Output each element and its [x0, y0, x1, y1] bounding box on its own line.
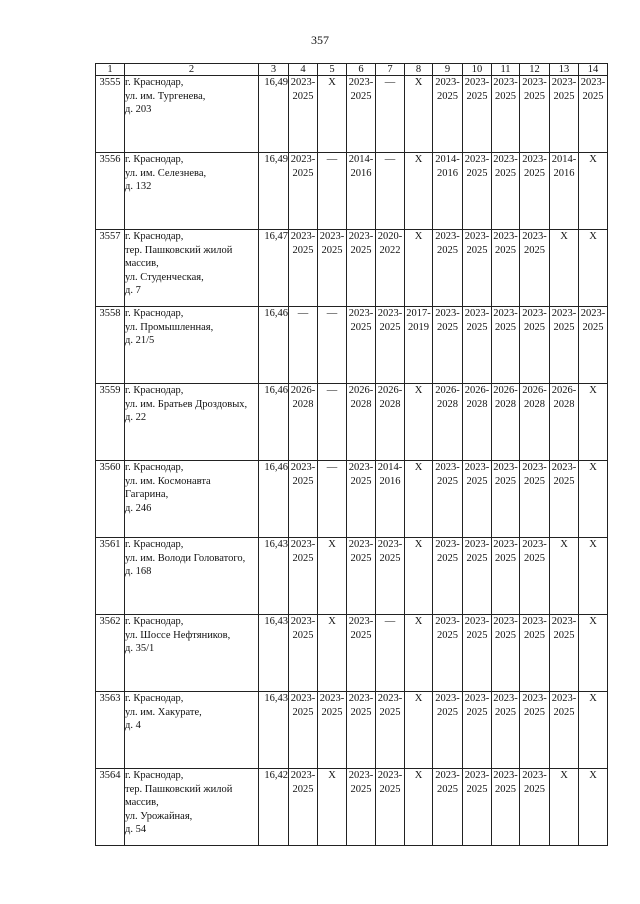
year-cell: 2023- 2025	[520, 230, 550, 307]
year-cell: 2023- 2025	[433, 461, 463, 538]
table-row	[96, 615, 608, 692]
address-line: ул. Студенческая,	[125, 271, 204, 283]
column-header: 11	[492, 64, 520, 76]
address-cell	[125, 76, 259, 153]
year-cell: 2023- 2025	[550, 461, 579, 538]
table-row	[96, 307, 608, 384]
address-cell	[125, 769, 259, 846]
table-row	[96, 230, 608, 307]
value-cell: 16,42	[259, 769, 289, 846]
year-cell: 2023- 2025	[520, 692, 550, 769]
year-cell: 2014- 2016	[376, 461, 405, 538]
address-cell	[125, 615, 259, 692]
year-cell: X	[405, 538, 433, 615]
row-number: 3561	[96, 538, 125, 615]
year-cell: X	[405, 769, 433, 846]
column-header: 1	[96, 64, 125, 76]
year-cell: X	[318, 538, 347, 615]
year-cell: 2023- 2025	[463, 538, 492, 615]
year-cell: X	[405, 384, 433, 461]
address-line: г. Краснодар,	[125, 77, 184, 88]
address-line: г. Краснодар,	[125, 231, 184, 242]
year-cell: —	[376, 76, 405, 153]
value-cell: 16,43	[259, 615, 289, 692]
address-cell	[125, 307, 259, 384]
address-cell	[125, 230, 259, 307]
year-cell: 2023- 2025	[463, 307, 492, 384]
year-cell: 2023- 2025	[433, 538, 463, 615]
year-cell: 2026- 2028	[347, 384, 376, 461]
year-cell: X	[405, 153, 433, 230]
year-cell: 2023- 2025	[492, 76, 520, 153]
year-cell: 2023- 2025	[433, 615, 463, 692]
value-cell: 16,43	[259, 692, 289, 769]
address-line: д. 4	[125, 720, 141, 731]
year-cell: X	[318, 76, 347, 153]
row-number: 3564	[96, 769, 125, 846]
year-cell: X	[405, 615, 433, 692]
year-cell: 2023- 2025	[289, 615, 318, 692]
value-cell: 16,46	[259, 384, 289, 461]
address-line: д. 203	[125, 104, 152, 115]
row-number: 3563	[96, 692, 125, 769]
value-cell: 16,43	[259, 538, 289, 615]
column-header: 9	[433, 64, 463, 76]
year-cell: X	[318, 615, 347, 692]
value-cell: 16,46	[259, 461, 289, 538]
column-header: 3	[259, 64, 289, 76]
data-table	[95, 63, 608, 846]
year-cell: —	[376, 615, 405, 692]
table-row	[96, 461, 608, 538]
address-line: д. 132	[125, 181, 152, 192]
year-cell: X	[579, 692, 608, 769]
year-cell: —	[318, 461, 347, 538]
value-cell: 16,47	[259, 230, 289, 307]
year-cell: 2023- 2025	[463, 692, 492, 769]
year-cell: 2023- 2025	[520, 307, 550, 384]
year-cell: 2020- 2022	[376, 230, 405, 307]
year-cell: —	[376, 153, 405, 230]
year-cell: 2023- 2025	[289, 461, 318, 538]
year-cell: 2023- 2025	[520, 461, 550, 538]
year-cell: —	[318, 153, 347, 230]
header-row	[96, 64, 608, 76]
year-cell: X	[405, 692, 433, 769]
column-header: 12	[520, 64, 550, 76]
column-header: 7	[376, 64, 405, 76]
address-line: д. 35/1	[125, 643, 155, 654]
year-cell: 2026- 2028	[463, 384, 492, 461]
address-line: г. Краснодар,	[125, 770, 184, 781]
address-line: ул. им. Селезнева,	[125, 167, 207, 179]
year-cell: X	[405, 230, 433, 307]
year-cell: 2023- 2025	[463, 461, 492, 538]
address-cell	[125, 461, 259, 538]
year-cell: 2023- 2025	[289, 153, 318, 230]
column-header: 6	[347, 64, 376, 76]
year-cell: 2023- 2025	[289, 76, 318, 153]
year-cell: 2023- 2025	[463, 76, 492, 153]
year-cell: 2023- 2025	[347, 769, 376, 846]
column-header: 4	[289, 64, 318, 76]
year-cell: 2023- 2025	[376, 769, 405, 846]
table-row	[96, 769, 608, 846]
address-cell	[125, 692, 259, 769]
address-line: тер. Пашковский жилой	[125, 783, 233, 795]
address-line: Гагарина,	[125, 489, 169, 500]
year-cell: X	[579, 615, 608, 692]
year-cell: X	[579, 384, 608, 461]
row-number: 3557	[96, 230, 125, 307]
year-cell: 2023- 2025	[347, 615, 376, 692]
year-cell: X	[579, 230, 608, 307]
year-cell: —	[318, 307, 347, 384]
column-header: 8	[405, 64, 433, 76]
address-line: тер. Пашковский жилой	[125, 244, 233, 256]
year-cell: 2023- 2025	[433, 76, 463, 153]
address-line: д. 21/5	[125, 335, 155, 346]
address-line: д. 54	[125, 824, 147, 835]
year-cell: X	[550, 538, 579, 615]
year-cell: X	[579, 153, 608, 230]
column-header: 10	[463, 64, 492, 76]
address-cell	[125, 538, 259, 615]
year-cell: 2023- 2025	[492, 153, 520, 230]
address-line: г. Краснодар,	[125, 385, 184, 396]
year-cell: 2023- 2025	[520, 538, 550, 615]
page-number: 357	[311, 33, 329, 47]
year-cell: 2023- 2025	[492, 461, 520, 538]
address-line: д. 246	[125, 502, 152, 514]
year-cell: 2023- 2025	[433, 307, 463, 384]
year-cell: 2023- 2025	[463, 153, 492, 230]
year-cell: 2017- 2019	[405, 307, 433, 384]
table-row	[96, 384, 608, 461]
year-cell: 2023- 2025	[492, 615, 520, 692]
address-line: г. Краснодар,	[125, 539, 184, 550]
year-cell: X	[318, 769, 347, 846]
year-cell: 2023- 2025	[492, 538, 520, 615]
row-number: 3560	[96, 461, 125, 538]
year-cell: 2023- 2025	[289, 538, 318, 615]
address-line: массив,	[125, 797, 159, 808]
address-line: ул. им. Володи Головатого,	[125, 552, 246, 564]
year-cell: 2026- 2028	[520, 384, 550, 461]
address-line: ул. им. Тургенева,	[125, 90, 206, 102]
year-cell: 2023- 2025	[433, 692, 463, 769]
year-cell: 2026- 2028	[289, 384, 318, 461]
row-number: 3562	[96, 615, 125, 692]
year-cell: 2014- 2016	[347, 153, 376, 230]
year-cell: 2023- 2025	[579, 76, 608, 153]
address-line: ул. им. Космонавта	[125, 475, 211, 487]
year-cell: 2023- 2025	[376, 307, 405, 384]
value-cell: 16,46	[259, 307, 289, 384]
year-cell: 2023- 2025	[347, 692, 376, 769]
year-cell: 2023- 2025	[520, 615, 550, 692]
year-cell: 2023- 2025	[520, 76, 550, 153]
row-number: 3556	[96, 153, 125, 230]
year-cell: 2023- 2025	[318, 692, 347, 769]
address-cell	[125, 153, 259, 230]
address-line: ул. им. Хакурате,	[125, 706, 202, 718]
table-row	[96, 538, 608, 615]
address-line: ул. Шоссе Нефтяников,	[125, 629, 231, 641]
address-line: г. Краснодар,	[125, 616, 184, 627]
year-cell: 2023- 2025	[550, 76, 579, 153]
address-line: г. Краснодар,	[125, 308, 184, 319]
address-line: д. 168	[125, 566, 152, 577]
year-cell: 2023- 2025	[520, 769, 550, 846]
year-cell: 2023- 2025	[376, 692, 405, 769]
year-cell: 2026- 2028	[550, 384, 579, 461]
table-row	[96, 153, 608, 230]
year-cell: X	[579, 461, 608, 538]
year-cell: X	[579, 538, 608, 615]
row-number: 3555	[96, 76, 125, 153]
year-cell: 2023- 2025	[463, 769, 492, 846]
year-cell: 2023- 2025	[347, 307, 376, 384]
year-cell: 2023- 2025	[376, 538, 405, 615]
address-line: д. 22	[125, 412, 147, 423]
year-cell: 2023- 2025	[550, 615, 579, 692]
table-row	[96, 76, 608, 153]
address-line: г. Краснодар,	[125, 462, 184, 473]
year-cell: 2023- 2025	[318, 230, 347, 307]
year-cell: X	[405, 76, 433, 153]
year-cell: 2023- 2025	[347, 461, 376, 538]
year-cell: 2023- 2025	[347, 538, 376, 615]
address-line: ул. Урожайная,	[125, 810, 193, 822]
year-cell: 2023- 2025	[550, 692, 579, 769]
year-cell: 2023- 2025	[492, 230, 520, 307]
year-cell: 2014- 2016	[550, 153, 579, 230]
address-line: ул. им. Братьев Дроздовых,	[125, 398, 248, 410]
year-cell: 2023- 2025	[520, 153, 550, 230]
address-line: г. Краснодар,	[125, 154, 184, 165]
value-cell: 16,49	[259, 153, 289, 230]
year-cell: X	[550, 230, 579, 307]
year-cell: X	[579, 769, 608, 846]
year-cell: 2023- 2025	[492, 769, 520, 846]
year-cell: 2023- 2025	[347, 230, 376, 307]
column-header: 5	[318, 64, 347, 76]
year-cell: —	[289, 307, 318, 384]
year-cell: 2023- 2025	[492, 692, 520, 769]
column-header: 14	[579, 64, 608, 76]
year-cell: 2014- 2016	[433, 153, 463, 230]
address-line: г. Краснодар,	[125, 693, 184, 704]
address-line: массив,	[125, 258, 159, 269]
table-row	[96, 692, 608, 769]
year-cell: 2023- 2025	[289, 769, 318, 846]
year-cell: —	[318, 384, 347, 461]
row-number: 3558	[96, 307, 125, 384]
year-cell: 2023- 2025	[492, 307, 520, 384]
year-cell: 2023- 2025	[579, 307, 608, 384]
year-cell: 2026- 2028	[376, 384, 405, 461]
year-cell: 2023- 2025	[463, 615, 492, 692]
year-cell: 2023- 2025	[433, 769, 463, 846]
address-cell	[125, 384, 259, 461]
column-header: 13	[550, 64, 579, 76]
year-cell: 2023- 2025	[289, 230, 318, 307]
year-cell: 2023- 2025	[463, 230, 492, 307]
year-cell: 2026- 2028	[492, 384, 520, 461]
year-cell: 2023- 2025	[433, 230, 463, 307]
address-line: ул. Промышленная,	[125, 321, 214, 333]
row-number: 3559	[96, 384, 125, 461]
year-cell: 2026- 2028	[433, 384, 463, 461]
year-cell: 2023- 2025	[550, 307, 579, 384]
year-cell: X	[550, 769, 579, 846]
year-cell: 2023- 2025	[289, 692, 318, 769]
year-cell: X	[405, 461, 433, 538]
address-line: д. 7	[125, 285, 141, 296]
year-cell: 2023- 2025	[347, 76, 376, 153]
value-cell: 16,49	[259, 76, 289, 153]
column-header: 2	[125, 64, 259, 76]
